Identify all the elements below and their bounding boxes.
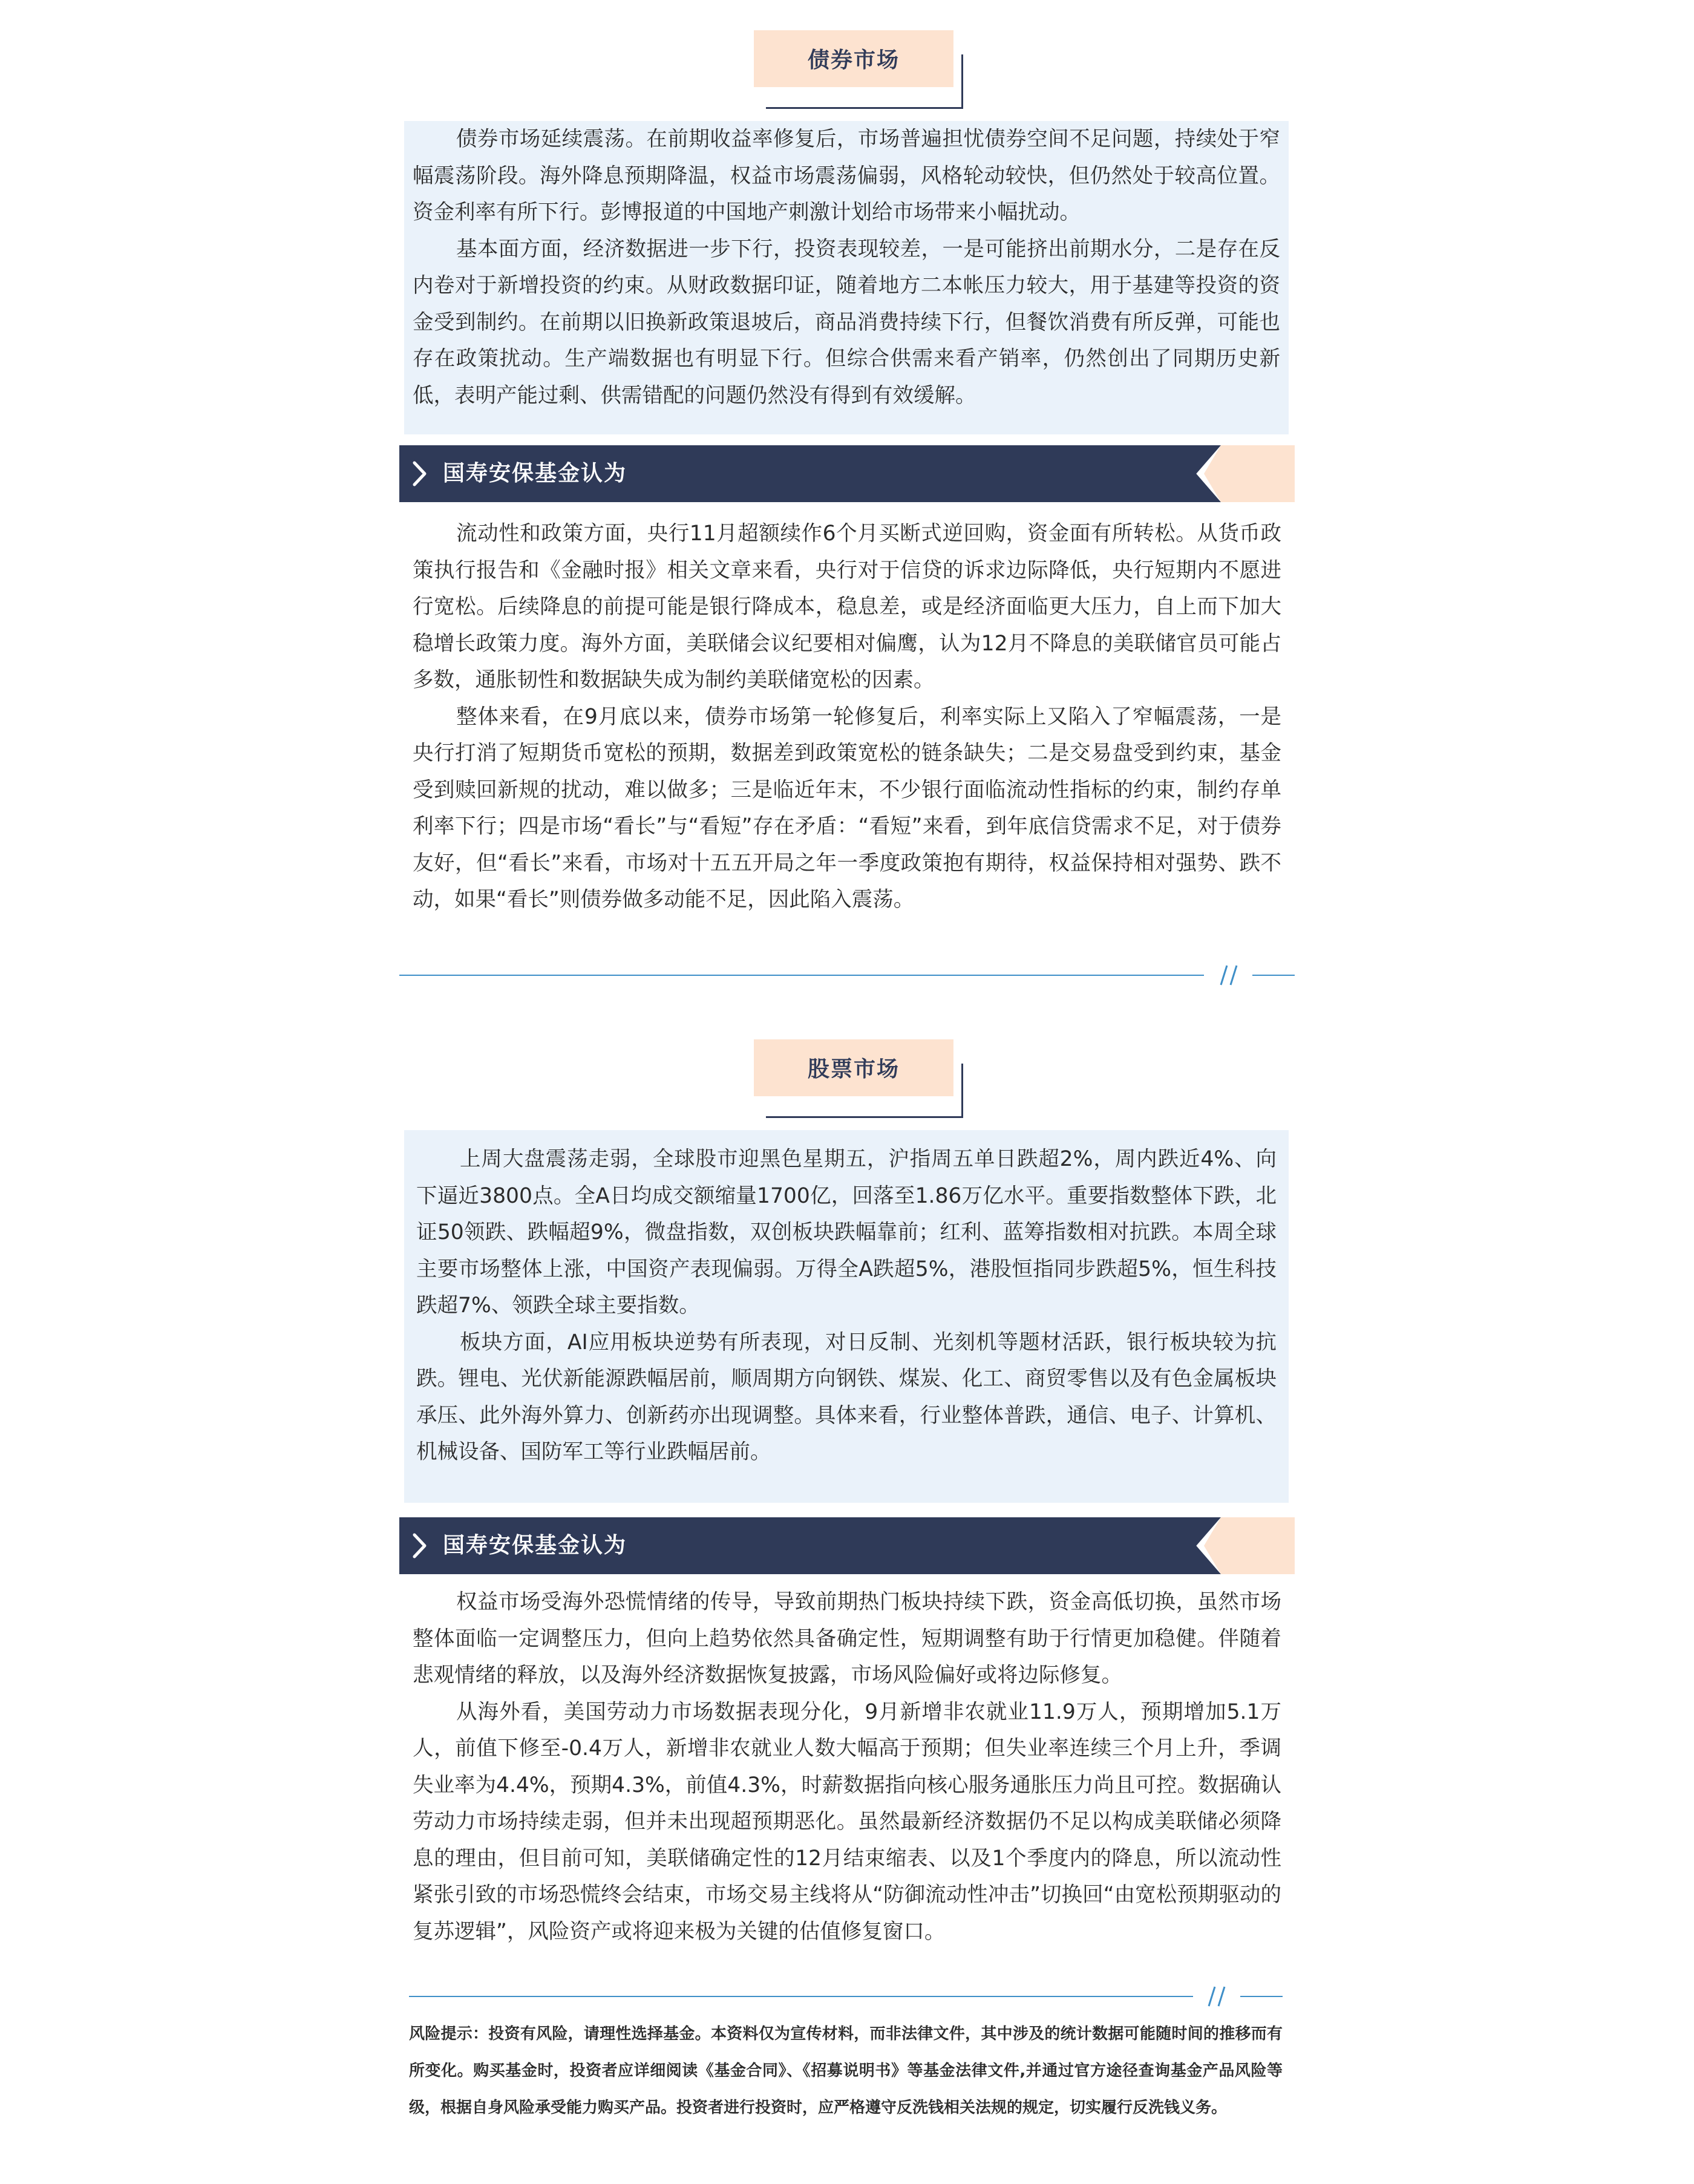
chevron-right-icon [413,1533,427,1558]
bond-section-tag [754,30,963,109]
stock-section-tag [754,1039,963,1118]
stock-opinion-text [401,1584,1293,1950]
divider-line [1252,975,1295,976]
stock-opinion-paragraph-2: 从海外看，美国劳动力市场数据表现分化，9月新增非农就业11.9万人，预期增加5.1万人，前值下修至-0.4万人，新增非农就业人数大幅高于预期；但失业率连续三个月上升，季调失业率为4.4%，预期4.3%，前值4.3%，时薪数据指向核心服务通胀压力尚且可控。数据确认劳动力市场持续走弱，但并未出现超预期恶化。虽然最新经济数据仍不足以构成美联储必须降息的理由，但目前可知，美联储确定性的12月结束缩表、以及1个季度内的降息，所以流动性紧张引致的市场恐慌终会结束，市场交易主线将从“防御流动性冲击”切换回“由宽松预期驱动的复苏逻辑”，风险资产或将迎来极为关键的估值修复窗口。 [413,1699,1281,1944]
stock-opinion-paragraph-1: 权益市场受海外恐慌情绪的传导，导致前期热门板块持续下跌，资金高低切换，虽然市场整体面临一定调整压力，但向上趋势依然具备确定性，短期调整有助于行情更加稳健。伴随着悲观情绪的释放，以及海外经济数据恢复披露，市场风险偏好或将边际修复。 [413,1590,1281,1687]
stock-section-divider [409,1984,1283,2009]
divider-line [399,975,1204,976]
bond-opinion-paragraph-2: 整体来看，在9月底以来，债券市场第一轮修复后，利率实际上又陷入了窄幅震荡，一是央行打消了短期货币宽松的预期，数据差到政策宽松的链条缺失；二是交易盘受到约束，基金受到赎回新规的扰动，难以做多；三是临近年末，不少银行面临流动性指标的约束，制约存单利率下行；四是市场“看长”与“看短”存在矛盾：“看短”来看，到年底信贷需求不足，对于债券友好，但“看长”来看，市场对十五五开局之年一季度政策抱有期待，权益保持相对强势、跌不动，如果“看长”则债券做多动能不足，因此陷入震荡。 [413,704,1281,912]
bond-opinion-paragraph-1: 流动性和政策方面，央行11月超额续作6个月买断式逆回购，资金面有所转松。从货币政策执行报告和《金融时报》相关文章来看，央行对于信贷的诉求边际降低，央行短期内不愿进行宽松。后续降息的前提可能是银行降成本，稳息差，或是经济面临更大压力，自上而下加大稳增长政策力度。海外方面，美联储会议纪要相对偏鹰，认为12月不降息的美联储官员可能占多数，通胀韧性和数据缺失成为制约美联储宽松的因素。 [413,521,1281,692]
risk-disclaimer: 风险提示：投资有风险，请理性选择基金。本资料仅为宣传材料，而非法律文件，其中涉及的统计数据可能随时间的推移而有所变化。购买基金时，投资者应详细阅读《基金合同》、《招募说明书》等基金法律文件,并通过官方途径查询基金产品风险等级，根据自身风险承受能力购买产品。投资者进行投资时，应严格遵守反洗钱相关法规的规定，切实履行反洗钱义务。 [409,2025,1283,2117]
stock-opinion-title: 国寿安保基金认为 [443,1533,627,1558]
bond-opinion-banner [399,445,1295,502]
divider-line [409,1996,1193,1997]
double-slash-icon [1217,963,1241,987]
tag-accent-line [961,54,963,109]
banner-accent [1204,1517,1295,1574]
tag-accent-line [961,1064,963,1118]
bond-section-divider [399,963,1295,987]
stock-summary-block [404,1130,1289,1503]
bond-opinion-title: 国寿安保基金认为 [443,461,627,486]
bond-paragraph-2: 基本面方面，经济数据进一步下行，投资表现较差，一是可能挤出前期水分，二是存在反内卷对于新增投资的约束。从财政数据印证，随着地方二本帐压力较大，用于基建等投资的资金受到制约。在前期以旧换新政策退坡后，商品消费持续下行，但餐饮消费有所反弹，可能也存在政策扰动。生产端数据也有明显下行。但综合供需来看产销率，仍然创出了同期历史新低，表明产能过剩、供需错配的问题仍然没有得到有效缓解。 [413,237,1280,408]
bond-section-title: 债券市场 [807,48,900,73]
banner-accent [1204,445,1295,502]
stock-section-title: 股票市场 [807,1057,900,1082]
stock-opinion-banner [399,1517,1295,1574]
stock-paragraph-1: 上周大盘震荡走弱，全球股市迎黑色星期五，沪指周五单日跌超2%，周内跌近4%、向下逼近3800点。全A日均成交额缩量1700亿，回落至1.86万亿水平。重要指数整体下跌，北证50领跌、跌幅超9%，微盘指数，双创板块跌幅靠前；红利、蓝筹指数相对抗跌。本周全球主要市场整体上涨，中国资产表现偏弱。万得全A跌超5%，港股恒指同步跌超5%，恒生科技跌超7%、领跌全球主要指数。 [416,1147,1277,1318]
tag-accent-line [766,1116,963,1118]
tag-accent-line [766,107,963,109]
bond-paragraph-1: 债券市场延续震荡。在前期收益率修复后，市场普遍担忧债券空间不足问题，持续处于窄幅震荡阶段。海外降息预期降温，权益市场震荡偏弱，风格轮动较快，但仍然处于较高位置。资金利率有所下行。彭博报道的中国地产刺激计划给市场带来小幅扰动。 [413,127,1280,224]
bond-opinion-text [401,515,1293,918]
divider-line [1240,1996,1283,1997]
chevron-right-icon [413,461,427,486]
bond-summary-block [404,121,1289,434]
stock-paragraph-2: 板块方面，AI应用板块逆势有所表现，对日反制、光刻机等题材活跃，银行板块较为抗跌。锂电、光伏新能源跌幅居前，顺周期方向钢铁、煤炭、化工、商贸零售以及有色金属板块承压、此外海外算力、创新药亦出现调整。具体来看，行业整体普跌，通信、电子、计算机、机械设备、国防军工等行业跌幅居前。 [416,1330,1277,1464]
double-slash-icon [1205,1984,1229,2009]
